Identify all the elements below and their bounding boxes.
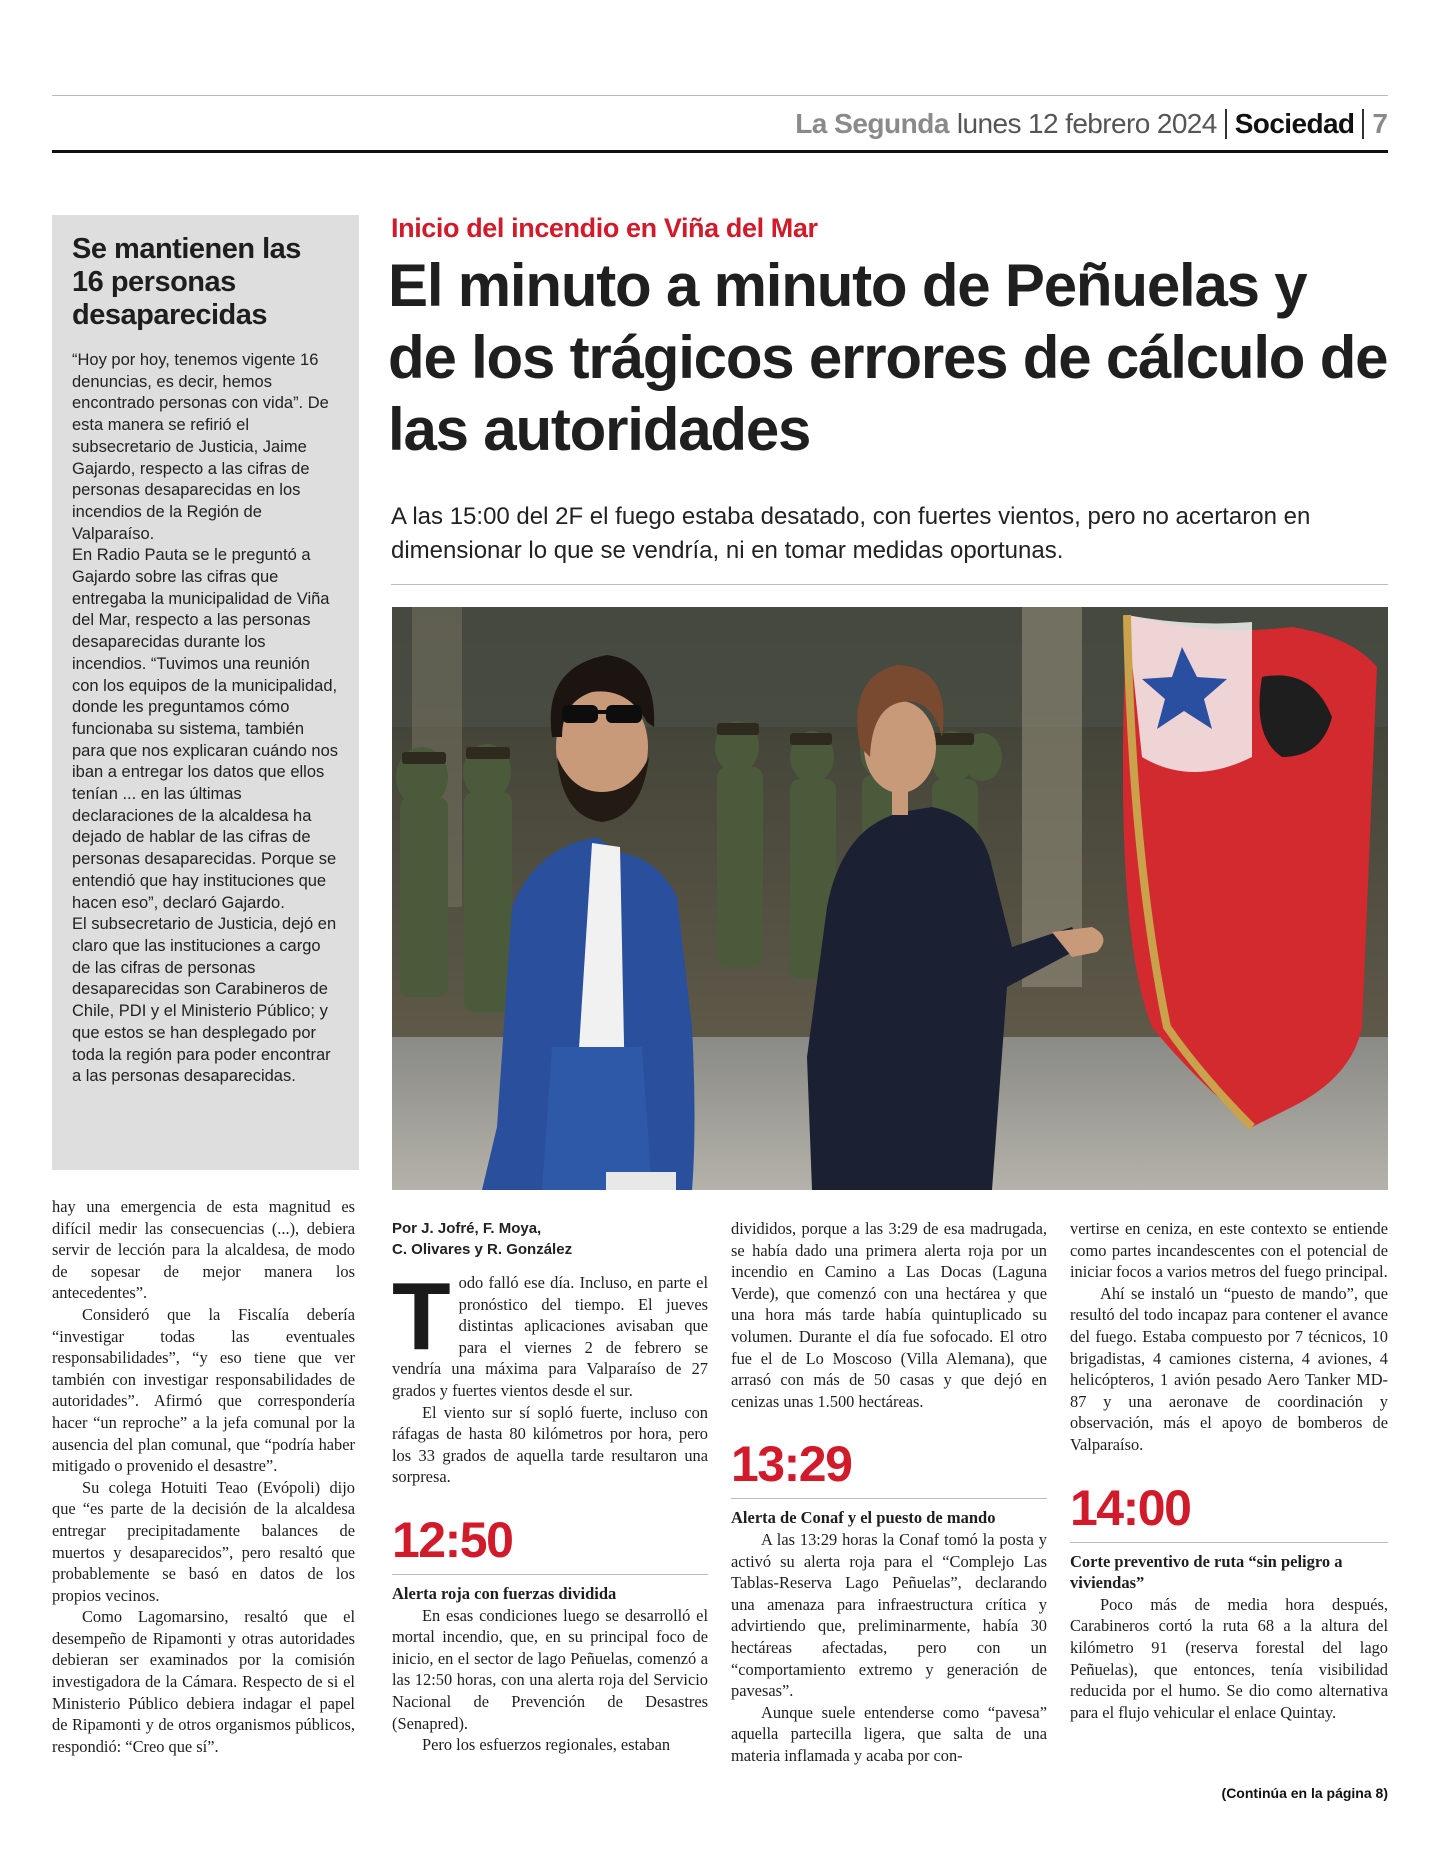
paragraph: Poco más de media hora después, Carabineros cortó la ruta 68 a la altura del kilómetro 91 (reserva forestal del lago Peñuelas), que entonces, tenía visibilidad reducida por el humo. Se dio como alternativa para el flujo vehicular el enlace Quintay.: [1070, 1594, 1388, 1722]
byline: [392, 1218, 708, 1260]
continued-note: (Continúa en la página 8): [1221, 1785, 1388, 1801]
byline-line: C. Olivares y R. González: [392, 1241, 573, 1258]
paragraph: Consideró que la Fiscalía debería “investigar todas las eventuales responsabilidades”, “y eso tiene que ver también con investigar responsabilidades de autoridades”. Afirmó que correspondería hacer “un reproche” a la jefa comunal por la ausencia del plan comunal, que “podría haber mitigado o provenido el desastre”.: [52, 1304, 355, 1476]
masthead-info: [795, 100, 1388, 148]
newspaper-brand: La Segunda: [795, 108, 949, 139]
section-subhead: Corte preventivo de ruta “sin peligro a viviendas”: [1070, 1551, 1343, 1593]
intro-text: odo falló ese día. Incluso, en parte el pronóstico del tiempo. El jueves distintas aplicaciones avisaban que para el viernes 2 de febrero se vendría una máxima para Valparaíso de 27 grados y fuertes vientos desde el sur.: [392, 1273, 708, 1400]
paragraph: Pero los esfuerzos regionales, estaban: [422, 1735, 671, 1755]
column-1: [392, 1218, 708, 1756]
paragraph: Como Lagomarsino, resaltó que el desempeño de Ripamonti y otras autoridades debieran ser examinados por la comisión investigadora de la Cámara. Respecto de si el Ministerio Público debiera indagar el papel de Ripamonti y de otros organismos públicos, respondió: “Creo que sí”.: [52, 1607, 355, 1756]
paragraph: Ahí se instaló un “puesto de mando”, que resultó del todo incapaz para contener el avance del fuego. Estaba compuesto por 7 técnicos, 10 brigadistas, 4 camiones cisterna, 4 aviones, 4 helicópteros, 1 avión pesado Aero Tanker MD-87 y una aeronave de coordinación y observación, más el apoyo de bomberos de Valparaíso.: [1070, 1283, 1388, 1454]
issue-date: lunes 12 febrero 2024: [956, 108, 1217, 139]
paragraph: divididos, porque a las 3:29 de esa madrugada, se había dado una primera alerta roja por un incendio en Camino a Las Docas (Laguna Verde), que comenzó con una hectárea y que una hora más tarde había quintuplicado su volumen. Durante el día fue sofocado. El otro fue el de Lo Moscoso (Villa Alemana), que arrasó con más de 50 casas y que dejó en cenizas unas 1.500 hectáreas.: [731, 1219, 1047, 1411]
intro-paragraph: [392, 1263, 708, 1402]
sidebar-box: [52, 215, 359, 1170]
drop-cap: T: [392, 1263, 451, 1370]
paragraph: vertirse en ceniza, en este contexto se entiende como partes incandescentes con el potencial de iniciar focos a varios metros del fuego principal.: [1070, 1219, 1388, 1282]
masthead-rule: [52, 150, 1388, 153]
masthead-separator: [1225, 109, 1227, 139]
column-3: [1070, 1218, 1388, 1723]
paragraph: Su colega Hotuiti Teao (Evópoli) dijo que “es parte de la decisión de la alcaldesa entregar precipitadamente balances de muertos y desaparecidos”, pero resaltó que probablemente se basó en datos de los propios vecinos.: [52, 1477, 355, 1605]
article-kicker: Inicio del incendio en Viña del Mar: [391, 213, 818, 243]
masthead: [52, 100, 1388, 148]
paragraph: Aunque suele entenderse como “pavesa” aquella partecilla ligera, que salta de una materia inflamada y acaba por con-: [731, 1702, 1047, 1765]
sidebar-paragraph: En Radio Pauta se le preguntó a Gajardo sobre las cifras que entregaba la municipalidad de Viña del Mar, respecto a las personas desaparecidas durante los incendios. “Tuvimos una reunión con los equipos de la municipalidad, donde les preguntamos cómo funcionaba su sistema, también para que nos explicaran cuándo nos iban a entregar los datos que ellos tenían ... en las últimas declaraciones de la alcaldesa ha dejado de hablar de las cifras de personas desaparecidas. Porque se entendió que hay instituciones que hacen eso”, declaró Gajardo.: [72, 546, 339, 912]
sidebar-paragraph: “Hoy por hoy, tenemos vigente 16 denuncias, es decir, hemos encontrado personas con vida”. De esta manera se refirió el subsecretario de Justicia, Jaime Gajardo, respecto a las cifras de personas desaparecidas en los incendios de la Región de Valparaíso.: [72, 351, 329, 543]
paragraph: El viento sur sí sopló fuerte, incluso con ráfagas de hasta 80 kilómetros por hora, pero los 33 grados de aquella tarde resultaron una sorpresa.: [392, 1402, 708, 1487]
section-subhead: Alerta roja con fuerzas dividida: [392, 1583, 617, 1603]
paragraph: En esas condiciones luego se desarrolló el mortal incendio, que, en su principal foco de inicio, en el sector de lago Peñuelas, comenzó a las 12:50 horas, con una alerta roja del Servicio Nacional de Prevención de Desastres (Senapred).: [392, 1605, 708, 1733]
deck-rule: [391, 584, 1388, 585]
timestamp-heading: 14:00: [1070, 1480, 1388, 1543]
column-left: [52, 1196, 355, 1757]
top-rule: [52, 95, 1388, 96]
paragraph: A las 13:29 horas la Conaf tomó la posta y activó su alerta roja para el “Complejo Las Tablas-Reserva Lago Peñuelas”, declarando una amenaza para infraestructura crítica y advirtiendo que, preliminarmente, había 30 hectáreas afectadas, pero con un “comportamiento extremo y generación de pavesas”.: [731, 1529, 1047, 1701]
article-headline: El minuto a minuto de Peñuelas y de los trágicos errores de cálculo de las autoridades: [388, 252, 1388, 463]
sidebar-paragraph: El subsecretario de Justicia, dejó en claro que las instituciones a cargo de las cifras de personas desaparecidas son Carabineros de Chile, PDI y el Ministerio Público; y que estos se han desplegado por toda la región para poder encontrar a las personas desaparecidas.: [72, 915, 337, 1086]
sidebar-title: Se mantienen las 16 personas desaparecidas: [72, 233, 301, 331]
section-name: Sociedad: [1234, 108, 1355, 139]
section-subhead: Alerta de Conaf y el puesto de mando: [731, 1508, 996, 1528]
paragraph: hay una emergencia de esta magnitud es difícil medir las consecuencias (...), debiera servir de lección para la alcaldesa, de modo de sopesar de mejor manera los antecedentes”.: [52, 1197, 355, 1303]
timestamp-heading: 13:29: [731, 1436, 1047, 1499]
masthead-separator: [1362, 109, 1364, 139]
column-2: [731, 1218, 1047, 1766]
article-photo: [392, 607, 1388, 1190]
timestamp-heading: 12:50: [392, 1512, 708, 1575]
photo-illustration: [392, 607, 1388, 1190]
page-number: 7: [1372, 108, 1388, 139]
article-deck: A las 15:00 del 2F el fuego estaba desatado, con fuertes vientos, pero no acertaron en dimensionar lo que se vendría, ni en tomar medidas oportunas.: [391, 503, 1311, 564]
byline-line: Por J. Jofré, F. Moya,: [392, 1220, 542, 1237]
